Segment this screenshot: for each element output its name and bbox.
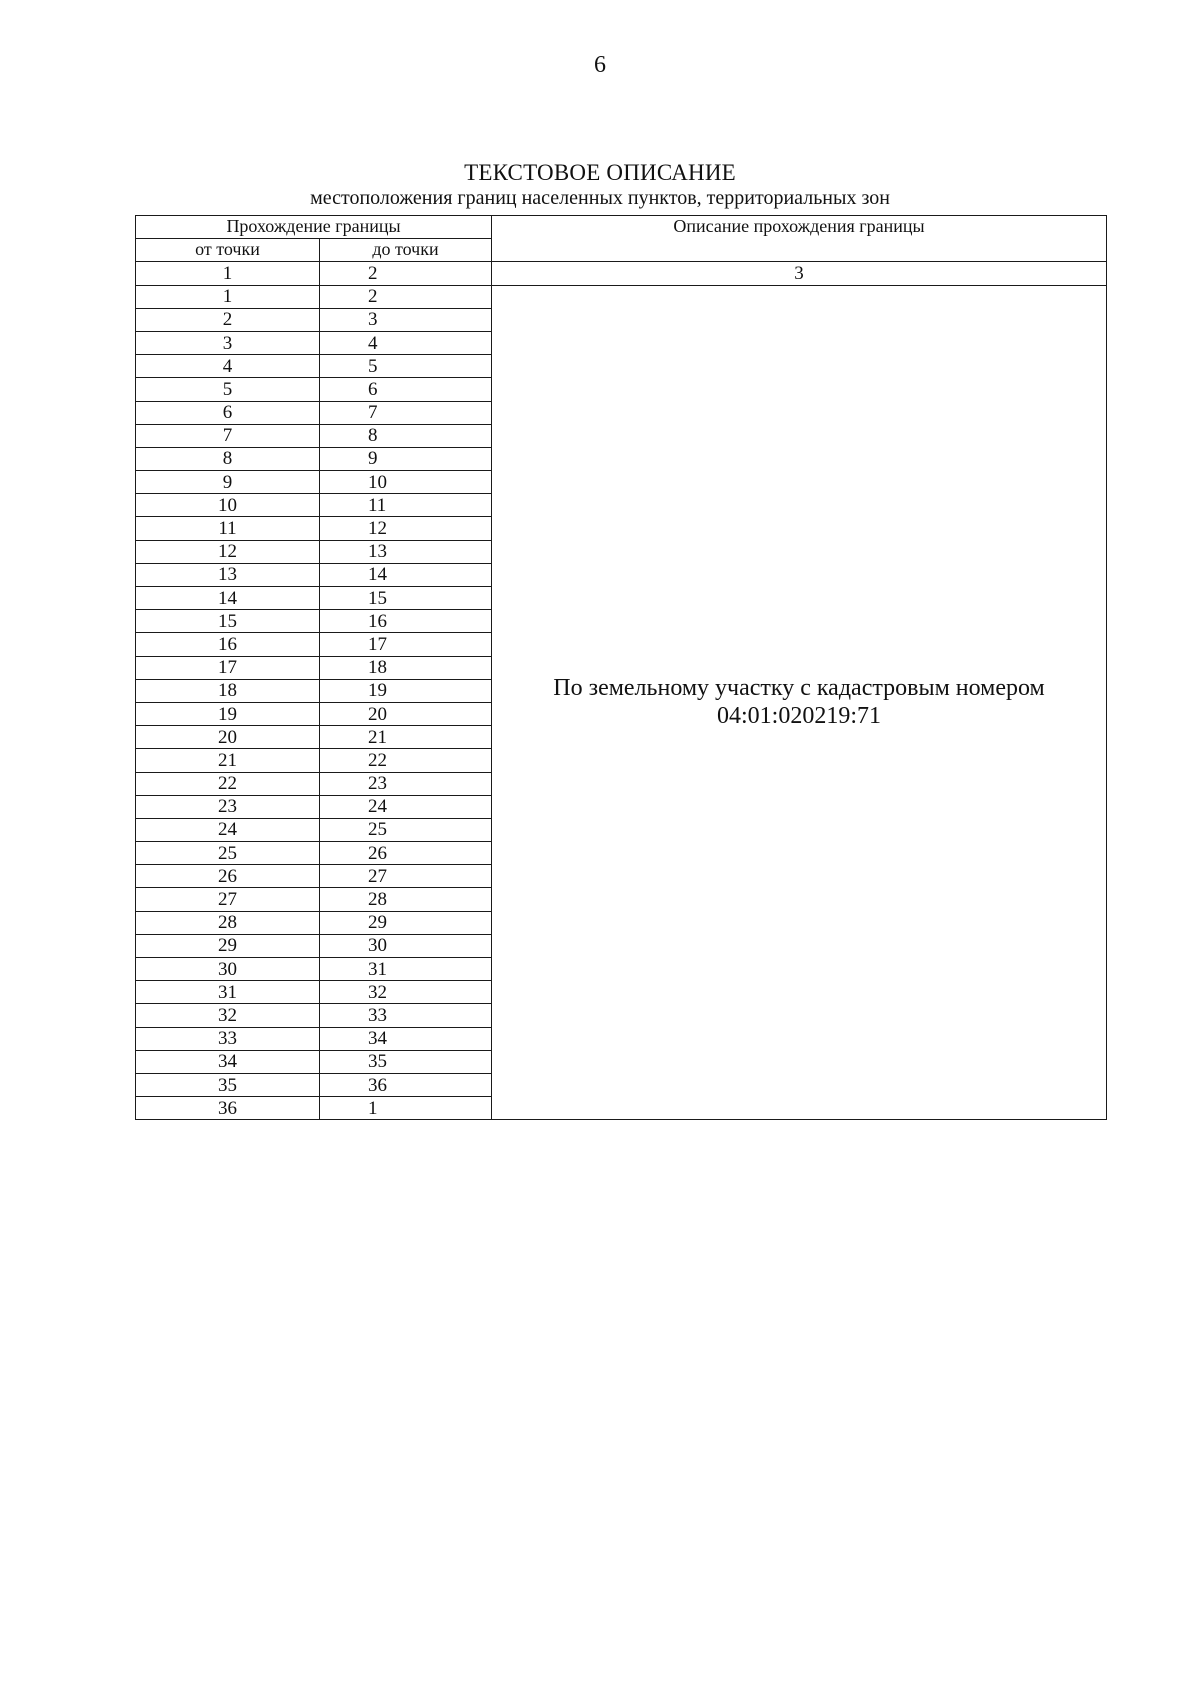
to-point-cell: 21 xyxy=(320,726,492,749)
from-point-cell: 28 xyxy=(136,911,320,934)
to-point-cell: 16 xyxy=(320,610,492,633)
to-point-cell: 25 xyxy=(320,818,492,841)
column-number-row xyxy=(136,262,1107,285)
from-point-cell: 3 xyxy=(136,331,320,354)
to-point-cell: 23 xyxy=(320,772,492,795)
to-point-cell: 36 xyxy=(320,1073,492,1096)
header-from-point: от точки xyxy=(136,239,320,262)
to-point-cell: 24 xyxy=(320,795,492,818)
to-point-cell: 19 xyxy=(320,679,492,702)
to-point-cell: 5 xyxy=(320,355,492,378)
from-point-cell: 27 xyxy=(136,888,320,911)
from-point-cell: 36 xyxy=(136,1097,320,1120)
to-point-cell: 4 xyxy=(320,331,492,354)
from-point-cell: 30 xyxy=(136,958,320,981)
to-point-cell: 17 xyxy=(320,633,492,656)
to-point-cell: 18 xyxy=(320,656,492,679)
from-point-cell: 33 xyxy=(136,1027,320,1050)
from-point-cell: 14 xyxy=(136,587,320,610)
to-point-cell: 2 xyxy=(320,285,492,308)
from-point-cell: 13 xyxy=(136,563,320,586)
to-point-cell: 13 xyxy=(320,540,492,563)
from-point-cell: 32 xyxy=(136,1004,320,1027)
table-row xyxy=(136,285,1107,308)
from-point-cell: 25 xyxy=(136,842,320,865)
from-point-cell: 35 xyxy=(136,1073,320,1096)
to-point-cell: 32 xyxy=(320,981,492,1004)
header-passage: Прохождение границы xyxy=(136,216,492,239)
header-to-point: до точки xyxy=(320,239,492,262)
from-point-cell: 2 xyxy=(136,308,320,331)
from-point-cell: 34 xyxy=(136,1050,320,1073)
to-point-cell: 22 xyxy=(320,749,492,772)
table-header-row xyxy=(136,216,1107,239)
to-point-cell: 28 xyxy=(320,888,492,911)
from-point-cell: 29 xyxy=(136,934,320,957)
page-number: 6 xyxy=(594,52,606,78)
from-point-cell: 15 xyxy=(136,610,320,633)
from-point-cell: 5 xyxy=(136,378,320,401)
from-point-cell: 21 xyxy=(136,749,320,772)
to-point-cell: 34 xyxy=(320,1027,492,1050)
column-number-1: 1 xyxy=(136,262,320,285)
from-point-cell: 19 xyxy=(136,702,320,725)
to-point-cell: 12 xyxy=(320,517,492,540)
to-point-cell: 8 xyxy=(320,424,492,447)
from-point-cell: 4 xyxy=(136,355,320,378)
to-point-cell: 1 xyxy=(320,1097,492,1120)
cadastral-number: 04:01:020219:71 xyxy=(716,703,881,730)
from-point-cell: 24 xyxy=(136,818,320,841)
from-point-cell: 6 xyxy=(136,401,320,424)
from-point-cell: 1 xyxy=(136,285,320,308)
from-point-cell: 18 xyxy=(136,679,320,702)
to-point-cell: 14 xyxy=(320,563,492,586)
header-description: Описание прохождения границы xyxy=(492,216,1107,262)
to-point-cell: 9 xyxy=(320,447,492,470)
to-point-cell: 26 xyxy=(320,842,492,865)
document-title: ТЕКСТОВОЕ ОПИСАНИЕ xyxy=(464,160,736,185)
from-point-cell: 10 xyxy=(136,494,320,517)
from-point-cell: 26 xyxy=(136,865,320,888)
to-point-cell: 20 xyxy=(320,702,492,725)
document-subtitle: местоположения границ населенных пунктов, территориальных зон xyxy=(310,187,890,209)
to-point-cell: 10 xyxy=(320,471,492,494)
to-point-cell: 31 xyxy=(320,958,492,981)
from-point-cell: 23 xyxy=(136,795,320,818)
to-point-cell: 27 xyxy=(320,865,492,888)
from-point-cell: 17 xyxy=(136,656,320,679)
from-point-cell: 16 xyxy=(136,633,320,656)
column-number-2: 2 xyxy=(320,262,492,285)
boundary-description-table xyxy=(135,215,1107,1120)
to-point-cell: 6 xyxy=(320,378,492,401)
from-point-cell: 12 xyxy=(136,540,320,563)
to-point-cell: 15 xyxy=(320,587,492,610)
to-point-cell: 35 xyxy=(320,1050,492,1073)
to-point-cell: 3 xyxy=(320,308,492,331)
to-point-cell: 30 xyxy=(320,934,492,957)
column-number-3: 3 xyxy=(492,262,1107,285)
from-point-cell: 8 xyxy=(136,447,320,470)
from-point-cell: 20 xyxy=(136,726,320,749)
to-point-cell: 7 xyxy=(320,401,492,424)
description-text-line: По земельному участку с кадастровым номером xyxy=(553,675,1045,702)
from-point-cell: 7 xyxy=(136,424,320,447)
to-point-cell: 29 xyxy=(320,911,492,934)
from-point-cell: 22 xyxy=(136,772,320,795)
from-point-cell: 11 xyxy=(136,517,320,540)
boundary-description-cell xyxy=(492,285,1107,1120)
to-point-cell: 33 xyxy=(320,1004,492,1027)
to-point-cell: 11 xyxy=(320,494,492,517)
from-point-cell: 31 xyxy=(136,981,320,1004)
from-point-cell: 9 xyxy=(136,471,320,494)
